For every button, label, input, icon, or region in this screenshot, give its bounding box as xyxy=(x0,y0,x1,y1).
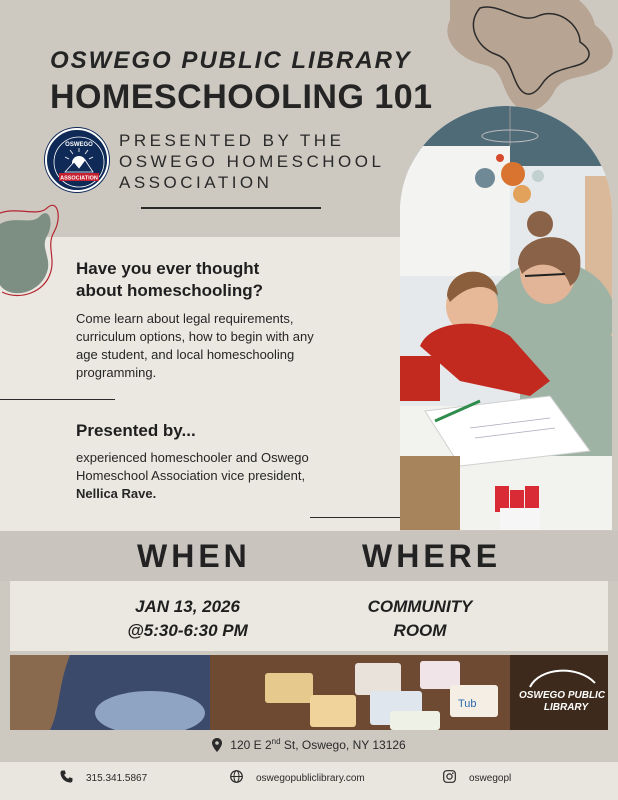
divider xyxy=(310,517,400,518)
presented-by-line: PRESENTED BY THE xyxy=(119,131,345,150)
intro-body: Come learn about legal requirements, curriculum options, how to begin with any age student, and local homeschooling programming. xyxy=(76,311,314,380)
library-logo-line: LIBRARY xyxy=(543,702,589,713)
address-line xyxy=(0,737,618,752)
presenter-description: experienced homeschooler and Oswego Homeschool Association vice president, xyxy=(76,450,309,483)
event-datetime xyxy=(110,595,265,643)
address-text: 120 E 2 xyxy=(230,738,272,752)
presented-by-block xyxy=(119,130,384,193)
address-ordinal: nd xyxy=(271,737,281,746)
presented-by-line: OSWEGO HOMESCHOOL xyxy=(119,152,385,171)
when-label: WHEN xyxy=(137,538,251,574)
event-location xyxy=(350,595,490,643)
library-name: OSWEGO PUBLIC LIBRARY xyxy=(50,47,412,74)
library-logo-line: OSWEGO PUBLIC xyxy=(518,690,606,701)
mother-child-studying-image xyxy=(400,106,612,530)
phone-number[interactable]: 315.341.5867 xyxy=(86,773,148,784)
globe-icon xyxy=(230,770,243,783)
puzzle-word: Tub xyxy=(458,698,477,710)
phone-icon xyxy=(60,770,73,783)
when-where-band xyxy=(0,531,618,581)
divider xyxy=(141,207,321,209)
address-text-rest: St, Oswego, NY 13126 xyxy=(280,738,406,752)
intro-heading xyxy=(76,258,336,302)
decorative-sage-blob xyxy=(0,196,72,306)
event-time: @5:30-6:30 PM xyxy=(127,621,248,640)
badge-bottom-text: ASSOCIATION xyxy=(60,175,98,182)
puzzle-photo-strip xyxy=(10,655,608,730)
where-label: WHERE xyxy=(362,538,502,574)
event-location-line: COMMUNITY xyxy=(367,597,473,616)
social-handle[interactable]: oswegopl xyxy=(469,773,512,784)
event-details-panel xyxy=(10,581,608,651)
intro-heading-line: Have you ever thought xyxy=(76,259,260,278)
instagram-icon xyxy=(443,770,456,783)
intro-heading-line: about homeschooling? xyxy=(76,281,263,300)
location-pin-icon xyxy=(212,738,222,752)
event-location-line: ROOM xyxy=(393,621,447,640)
website-link[interactable]: oswegopubliclibrary.com xyxy=(256,773,365,784)
homeschool-association-logo xyxy=(45,128,109,192)
event-date: JAN 13, 2026 xyxy=(135,597,240,616)
homeschool-photo xyxy=(400,106,612,530)
page-title: HOMESCHOOLING 101 xyxy=(50,78,433,116)
puzzle-pieces-image xyxy=(10,655,608,730)
presenter-heading: Presented by... xyxy=(76,421,196,440)
presenter-body xyxy=(76,449,346,503)
presenter-name: Nellica Rave. xyxy=(76,486,157,501)
divider xyxy=(0,399,115,400)
badge-top-text: OSWEGO xyxy=(65,142,93,148)
presented-by-line: ASSOCIATION xyxy=(119,173,273,192)
